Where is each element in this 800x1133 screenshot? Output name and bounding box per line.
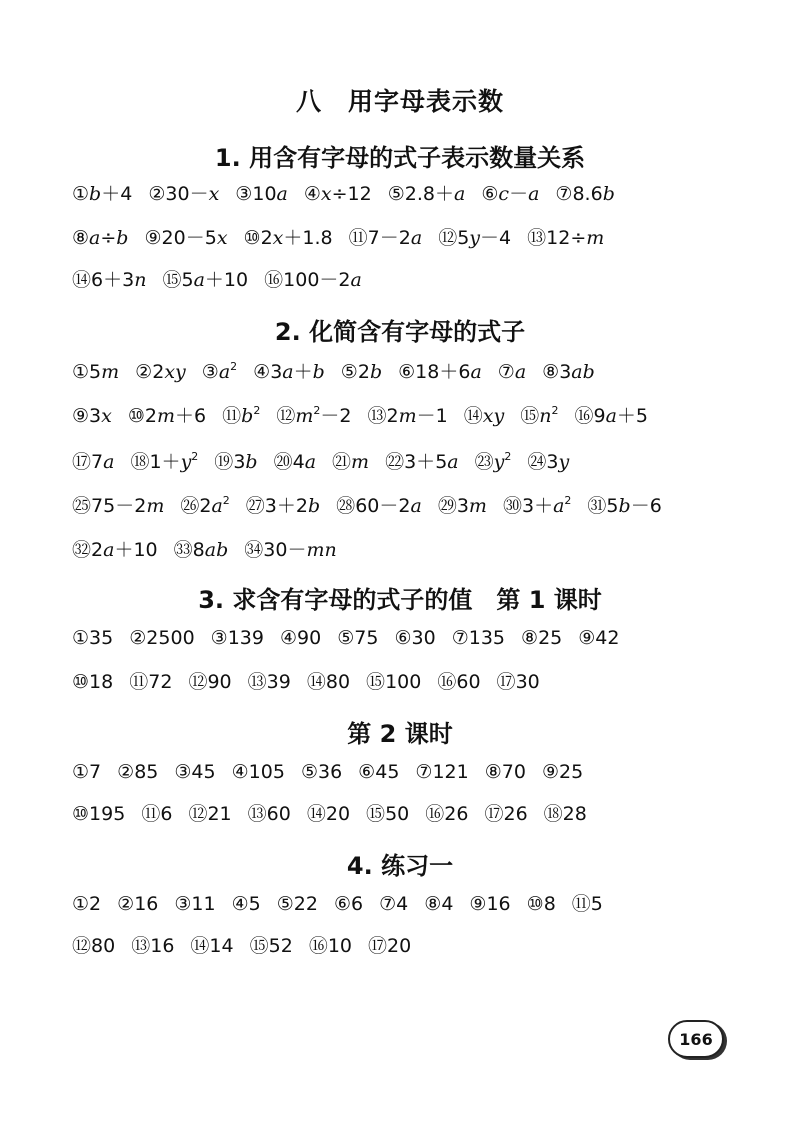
answer-item: ③139 (210, 627, 264, 649)
answer-item: ⑨42 (578, 627, 620, 649)
section-title-2: 2. 化简含有字母的式子 (274, 318, 526, 346)
answer-row (72, 626, 762, 650)
answer-item: ⑱28 (543, 803, 587, 825)
answer-row (72, 268, 762, 292)
answer-item: $⑱1+y^2$ (130, 450, 199, 473)
answer-item: ①5m (72, 361, 120, 383)
answer-item: ⑥6 (333, 893, 364, 915)
answer-item: ⑲3b (214, 451, 258, 473)
answer-item: ④105 (231, 761, 285, 783)
answer-item: $㉖2a^2$ (180, 494, 230, 517)
answer-item: ①7 (72, 761, 102, 783)
answer-item: ⑧25 (521, 627, 563, 649)
answer-item: ⑮5a＋10 (162, 269, 249, 291)
answer-item: ㉗3＋2b (245, 495, 321, 517)
answer-item: ⑭xy (463, 405, 505, 427)
answer-row (72, 404, 762, 428)
answer-row (72, 802, 762, 826)
answer-item: ㉛5b－6 (587, 495, 662, 517)
answer-item: ⑰7a (72, 451, 115, 473)
section-title-5: 4. 练习一 (346, 852, 454, 880)
answer-item: ㉙3m (437, 495, 487, 517)
answer-item: ⑯26 (425, 803, 469, 825)
answer-item: ⑬39 (247, 671, 291, 693)
answer-item: ⑰30 (496, 671, 540, 693)
answer-item: ⑫5y－4 (438, 227, 512, 249)
answer-item: ⑫21 (188, 803, 232, 825)
section-title-3: 3. 求含有字母的式子的值 第 1 课时 (198, 586, 602, 614)
answer-item: ⑬60 (247, 803, 291, 825)
answer-item: ③11 (174, 893, 216, 915)
answer-item: ⑥30 (394, 627, 436, 649)
answer-item: ⑯10 (308, 935, 353, 957)
answer-item: ⑮50 (366, 803, 410, 825)
answer-item: ㉝8ab (173, 539, 229, 561)
answer-item: ⑤36 (300, 761, 343, 783)
answer-row (72, 226, 762, 250)
page-number: 166 (668, 1020, 724, 1058)
answer-item: $⑪b^2$ (222, 404, 261, 427)
answer-item: $⑮n^2$ (520, 404, 559, 427)
answer-item: ⑯100－2a (264, 269, 362, 291)
answer-item: ㉑m (332, 451, 370, 473)
answer-item: ⑦8.6b (555, 183, 615, 205)
answer-row (72, 360, 762, 384)
answer-item: ⑪5 (571, 893, 603, 915)
chapter-title: 八 用字母表示数 (295, 87, 504, 116)
answer-item: ⑤22 (276, 893, 318, 915)
answer-item: ⑳4a (273, 451, 317, 473)
answer-item: ③45 (174, 761, 216, 783)
answer-item: ⑥c－a (481, 183, 540, 205)
answer-item: ②30－x (148, 183, 220, 205)
answer-item: ⑪72 (129, 671, 173, 693)
answer-item: ⑭80 (306, 671, 351, 693)
answer-item: ⑭6＋3n (72, 269, 147, 291)
answer-item: ⑯60 (437, 671, 481, 693)
answer-item: ㉔3y (527, 451, 570, 473)
answer-item: $⑫m^2-2$ (276, 404, 352, 427)
answer-item: ㉞30－mn (244, 539, 337, 561)
answer-item: ⑮52 (249, 935, 293, 957)
section-title-1: 1. 用含有字母的式子表示数量关系 (214, 144, 586, 172)
answer-row (72, 182, 762, 206)
answer-item: ①2 (72, 893, 102, 915)
answer-row (72, 494, 762, 518)
answer-item: ②2xy (135, 361, 186, 383)
answer-item: ⑨25 (541, 761, 584, 783)
answer-item: ④5 (231, 893, 261, 915)
answer-item: ⑦4 (379, 893, 409, 915)
answer-item: ①35 (72, 627, 114, 649)
answer-item: ⑯9a＋5 (574, 405, 649, 427)
answer-item: ⑫80 (72, 935, 116, 957)
answer-item: ⑰26 (484, 803, 528, 825)
answer-item: ④3a＋b (253, 361, 325, 383)
answer-item: ⑪6 (141, 803, 173, 825)
answer-item: ⑧a÷b (72, 227, 129, 249)
answer-item: ㉜2a＋10 (72, 539, 158, 561)
answer-item: ⑬12÷m (527, 227, 605, 249)
answer-item: ⑩195 (72, 803, 126, 825)
answer-item: ⑦a (497, 361, 527, 383)
answer-item: ⑩18 (72, 671, 114, 693)
answer-row (72, 450, 762, 474)
answer-item: ⑰20 (368, 935, 412, 957)
answer-item: ⑨20－5x (144, 227, 228, 249)
answer-item: ②16 (117, 893, 159, 915)
answer-item: ⑤2b (340, 361, 383, 383)
answer-item: ⑨3x (72, 405, 112, 427)
answer-item: ⑩2m＋6 (127, 405, 207, 427)
answer-item: ⑤2.8＋a (387, 183, 466, 205)
answer-item: ②85 (117, 761, 159, 783)
answer-item: ㉘60－2a (336, 495, 422, 517)
answer-row (72, 670, 762, 694)
answer-item: $㉚3+a^2$ (502, 494, 572, 517)
answer-item: ⑩8 (526, 893, 556, 915)
section-title-4: 第 2 课时 (347, 720, 453, 748)
answer-item: ⑮100 (366, 671, 422, 693)
answer-item: $㉓y^2$ (474, 450, 512, 473)
answer-item: ㉕75－2m (72, 495, 165, 517)
answer-item: ⑭20 (306, 803, 351, 825)
answer-item: ⑬16 (131, 935, 175, 957)
answer-item: ⑪7－2a (348, 227, 423, 249)
answer-item: ㉒3＋5a (385, 451, 459, 473)
answer-item: ④x÷12 (303, 183, 372, 205)
answer-row (72, 934, 762, 958)
answer-item: ⑭14 (190, 935, 234, 957)
answer-item: ⑨16 (469, 893, 511, 915)
answer-item: ⑦121 (415, 761, 469, 783)
answer-item: ②2500 (129, 627, 195, 649)
answer-row (72, 760, 762, 784)
answer-item: ⑤75 (337, 627, 379, 649)
answer-item: ⑥45 (358, 761, 400, 783)
answer-item: ⑥18＋6a (398, 361, 482, 383)
answer-item: ⑬2m－1 (367, 405, 448, 427)
answer-item: ⑧3ab (542, 361, 595, 383)
answer-item: $③a^2$ (201, 360, 238, 383)
answer-item: ⑧70 (484, 761, 526, 783)
answer-item: ③10a (235, 183, 288, 205)
answer-item: ⑩2x＋1.8 (243, 227, 333, 249)
answer-item: ⑫90 (188, 671, 232, 693)
answer-item: ④90 (279, 627, 322, 649)
answer-item: ⑦135 (451, 627, 506, 649)
answer-row (72, 538, 762, 562)
answer-row (72, 892, 762, 916)
answer-item: ⑧4 (424, 893, 454, 915)
answer-item: ①b＋4 (72, 183, 133, 205)
